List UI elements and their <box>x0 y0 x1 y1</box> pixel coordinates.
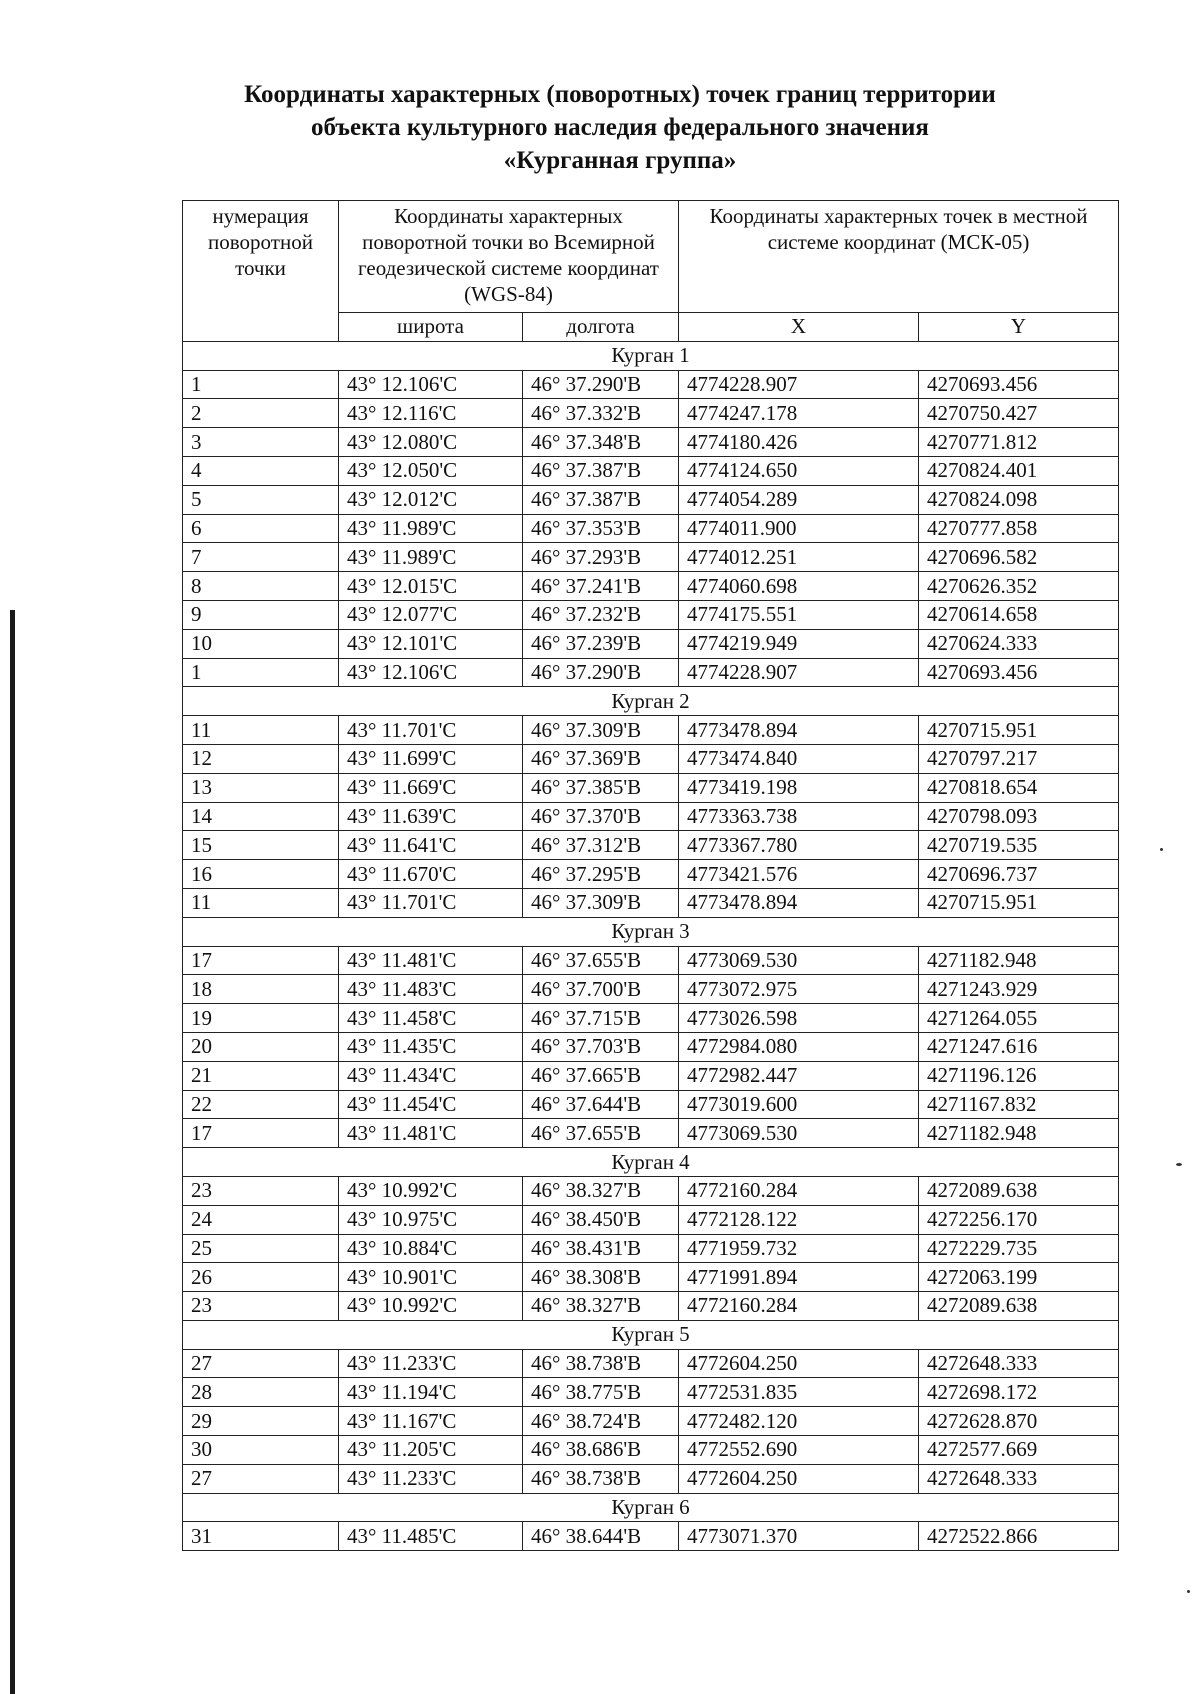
coord-y-cell: 4270824.401 <box>919 456 1119 485</box>
latitude-cell: 43° 11.435'С <box>339 1032 523 1061</box>
scan-edge <box>0 0 22 1694</box>
coord-y-cell: 4270777.858 <box>919 514 1119 543</box>
latitude-cell: 43° 11.701'С <box>339 716 523 745</box>
coord-y-cell: 4272522.866 <box>919 1522 1119 1551</box>
coord-y-cell: 4271167.832 <box>919 1090 1119 1119</box>
point-number-cell: 26 <box>183 1263 339 1292</box>
table-row <box>183 485 1119 514</box>
coord-x-cell: 4772604.250 <box>679 1349 919 1378</box>
latitude-cell: 43° 11.205'С <box>339 1436 523 1465</box>
longitude-cell: 46° 37.353'В <box>523 514 679 543</box>
table-row <box>183 370 1119 399</box>
longitude-cell: 46° 37.290'В <box>523 658 679 687</box>
table-row <box>183 600 1119 629</box>
coord-y-cell: 4270719.535 <box>919 831 1119 860</box>
coord-x-cell: 4773421.576 <box>679 860 919 889</box>
latitude-cell: 43° 11.989'С <box>339 543 523 572</box>
group-name: Курган 1 <box>183 341 1119 370</box>
coord-x-cell: 4772531.835 <box>679 1378 919 1407</box>
header-x: X <box>679 313 919 342</box>
table-row <box>183 399 1119 428</box>
table-body <box>183 341 1119 1550</box>
point-number-cell: 21 <box>183 1061 339 1090</box>
longitude-cell: 46° 38.738'В <box>523 1349 679 1378</box>
coord-y-cell: 4272698.172 <box>919 1378 1119 1407</box>
coord-y-cell: 4271264.055 <box>919 1004 1119 1033</box>
document-title <box>180 78 1060 177</box>
table-row <box>183 1119 1119 1148</box>
table-row <box>183 543 1119 572</box>
point-number-cell: 20 <box>183 1032 339 1061</box>
longitude-cell: 46° 38.327'В <box>523 1292 679 1321</box>
point-number-cell: 28 <box>183 1378 339 1407</box>
latitude-cell: 43° 12.106'С <box>339 658 523 687</box>
point-number-cell: 23 <box>183 1176 339 1205</box>
point-number-cell: 24 <box>183 1205 339 1234</box>
coord-x-cell: 4773478.894 <box>679 888 919 917</box>
longitude-cell: 46° 37.348'В <box>523 428 679 457</box>
latitude-cell: 43° 12.077'С <box>339 600 523 629</box>
latitude-cell: 43° 11.194'С <box>339 1378 523 1407</box>
coord-y-cell: 4272089.638 <box>919 1292 1119 1321</box>
longitude-cell: 46° 37.644'В <box>523 1090 679 1119</box>
group-name: Курган 3 <box>183 917 1119 946</box>
coord-y-cell: 4270693.456 <box>919 370 1119 399</box>
table-row <box>183 1349 1119 1378</box>
point-number-cell: 31 <box>183 1522 339 1551</box>
scan-speck <box>1176 1163 1182 1166</box>
point-number-cell: 17 <box>183 946 339 975</box>
longitude-cell: 46° 38.450'В <box>523 1205 679 1234</box>
table-row <box>183 1032 1119 1061</box>
latitude-cell: 43° 10.992'С <box>339 1292 523 1321</box>
latitude-cell: 43° 12.106'С <box>339 370 523 399</box>
group-name: Курган 5 <box>183 1320 1119 1349</box>
coord-x-cell: 4773363.738 <box>679 802 919 831</box>
coord-y-cell: 4270715.951 <box>919 716 1119 745</box>
latitude-cell: 43° 11.454'С <box>339 1090 523 1119</box>
table-row <box>183 888 1119 917</box>
latitude-cell: 43° 10.975'С <box>339 1205 523 1234</box>
coord-y-cell: 4270818.654 <box>919 773 1119 802</box>
coord-y-cell: 4270614.658 <box>919 600 1119 629</box>
point-number-cell: 6 <box>183 514 339 543</box>
table-row <box>183 1436 1119 1465</box>
coord-x-cell: 4774228.907 <box>679 658 919 687</box>
point-number-cell: 17 <box>183 1119 339 1148</box>
longitude-cell: 46° 37.387'В <box>523 485 679 514</box>
table-row <box>183 744 1119 773</box>
coord-y-cell: 4271247.616 <box>919 1032 1119 1061</box>
latitude-cell: 43° 11.701'С <box>339 888 523 917</box>
group-name: Курган 2 <box>183 687 1119 716</box>
coord-y-cell: 4272229.735 <box>919 1234 1119 1263</box>
point-number-cell: 12 <box>183 744 339 773</box>
table-row <box>183 1090 1119 1119</box>
point-number-cell: 23 <box>183 1292 339 1321</box>
coord-x-cell: 4772482.120 <box>679 1407 919 1436</box>
latitude-cell: 43° 11.233'С <box>339 1349 523 1378</box>
table-row <box>183 1522 1119 1551</box>
latitude-cell: 43° 11.233'С <box>339 1464 523 1493</box>
coord-x-cell: 4773069.530 <box>679 1119 919 1148</box>
latitude-cell: 43° 11.167'С <box>339 1407 523 1436</box>
longitude-cell: 46° 37.239'В <box>523 629 679 658</box>
latitude-cell: 43° 11.458'С <box>339 1004 523 1033</box>
longitude-cell: 46° 38.686'В <box>523 1436 679 1465</box>
latitude-cell: 43° 12.080'С <box>339 428 523 457</box>
coord-y-cell: 4272648.333 <box>919 1464 1119 1493</box>
longitude-cell: 46° 37.703'В <box>523 1032 679 1061</box>
group-name: Курган 6 <box>183 1493 1119 1522</box>
coord-x-cell: 4772160.284 <box>679 1176 919 1205</box>
longitude-cell: 46° 37.370'В <box>523 802 679 831</box>
point-number-cell: 9 <box>183 600 339 629</box>
coord-y-cell: 4270798.093 <box>919 802 1119 831</box>
point-number-cell: 10 <box>183 629 339 658</box>
coord-y-cell: 4272577.669 <box>919 1436 1119 1465</box>
table-row <box>183 1464 1119 1493</box>
scan-speck <box>1160 848 1163 851</box>
table-row <box>183 1263 1119 1292</box>
latitude-cell: 43° 11.989'С <box>339 514 523 543</box>
header-msk05: Координаты характерных точек в местной системе координат (МСК-05) <box>679 201 1119 313</box>
table-row <box>183 1407 1119 1436</box>
coord-x-cell: 4772604.250 <box>679 1464 919 1493</box>
longitude-cell: 46° 38.327'В <box>523 1176 679 1205</box>
table-row <box>183 428 1119 457</box>
point-number-cell: 11 <box>183 888 339 917</box>
coord-y-cell: 4272648.333 <box>919 1349 1119 1378</box>
table-row <box>183 860 1119 889</box>
table-row <box>183 1004 1119 1033</box>
coord-y-cell: 4272628.870 <box>919 1407 1119 1436</box>
latitude-cell: 43° 11.641'С <box>339 831 523 860</box>
coord-y-cell: 4270824.098 <box>919 485 1119 514</box>
coord-y-cell: 4271196.126 <box>919 1061 1119 1090</box>
coord-x-cell: 4773072.975 <box>679 975 919 1004</box>
coord-y-cell: 4271182.948 <box>919 946 1119 975</box>
coord-x-cell: 4772552.690 <box>679 1436 919 1465</box>
coord-x-cell: 4774247.178 <box>679 399 919 428</box>
coord-x-cell: 4771991.894 <box>679 1263 919 1292</box>
point-number-cell: 19 <box>183 1004 339 1033</box>
point-number-cell: 27 <box>183 1349 339 1378</box>
latitude-cell: 43° 10.884'С <box>339 1234 523 1263</box>
title-line-2: объекта культурного наследия федерального значения <box>311 114 929 141</box>
coord-y-cell: 4272063.199 <box>919 1263 1119 1292</box>
coord-x-cell: 4772160.284 <box>679 1292 919 1321</box>
coord-y-cell: 4270626.352 <box>919 572 1119 601</box>
coord-x-cell: 4773071.370 <box>679 1522 919 1551</box>
longitude-cell: 46° 37.700'В <box>523 975 679 1004</box>
longitude-cell: 46° 38.644'В <box>523 1522 679 1551</box>
coord-y-cell: 4270750.427 <box>919 399 1119 428</box>
point-number-cell: 22 <box>183 1090 339 1119</box>
longitude-cell: 46° 38.431'В <box>523 1234 679 1263</box>
latitude-cell: 43° 12.116'С <box>339 399 523 428</box>
coord-x-cell: 4773474.840 <box>679 744 919 773</box>
coord-y-cell: 4270696.737 <box>919 860 1119 889</box>
point-number-cell: 13 <box>183 773 339 802</box>
coordinates-table <box>182 200 1119 1551</box>
group-row <box>183 1320 1119 1349</box>
coord-x-cell: 4774219.949 <box>679 629 919 658</box>
coord-y-cell: 4270771.812 <box>919 428 1119 457</box>
coord-x-cell: 4774124.650 <box>679 456 919 485</box>
header-latitude: широта <box>339 313 523 342</box>
latitude-cell: 43° 11.434'С <box>339 1061 523 1090</box>
longitude-cell: 46° 37.290'В <box>523 370 679 399</box>
point-number-cell: 11 <box>183 716 339 745</box>
table-row <box>183 572 1119 601</box>
table-row <box>183 1292 1119 1321</box>
longitude-cell: 46° 37.295'В <box>523 860 679 889</box>
point-number-cell: 1 <box>183 658 339 687</box>
coord-x-cell: 4772128.122 <box>679 1205 919 1234</box>
longitude-cell: 46° 38.738'В <box>523 1464 679 1493</box>
coord-y-cell: 4272089.638 <box>919 1176 1119 1205</box>
table-row <box>183 456 1119 485</box>
latitude-cell: 43° 12.050'С <box>339 456 523 485</box>
coord-x-cell: 4773419.198 <box>679 773 919 802</box>
table-row <box>183 1378 1119 1407</box>
table-row <box>183 716 1119 745</box>
coord-x-cell: 4774060.698 <box>679 572 919 601</box>
point-number-cell: 7 <box>183 543 339 572</box>
coord-y-cell: 4272256.170 <box>919 1205 1119 1234</box>
longitude-cell: 46° 37.241'В <box>523 572 679 601</box>
header-y: Y <box>919 313 1119 342</box>
point-number-cell: 1 <box>183 370 339 399</box>
coord-y-cell: 4270624.333 <box>919 629 1119 658</box>
coord-y-cell: 4270696.582 <box>919 543 1119 572</box>
coord-y-cell: 4270797.217 <box>919 744 1119 773</box>
latitude-cell: 43° 10.992'С <box>339 1176 523 1205</box>
table-row <box>183 1234 1119 1263</box>
group-name: Курган 4 <box>183 1148 1119 1177</box>
coord-x-cell: 4773478.894 <box>679 716 919 745</box>
table-row <box>183 773 1119 802</box>
point-number-cell: 14 <box>183 802 339 831</box>
group-row <box>183 1493 1119 1522</box>
latitude-cell: 43° 12.101'С <box>339 629 523 658</box>
coord-x-cell: 4774054.289 <box>679 485 919 514</box>
coord-x-cell: 4773026.598 <box>679 1004 919 1033</box>
longitude-cell: 46° 37.332'В <box>523 399 679 428</box>
longitude-cell: 46° 37.387'В <box>523 456 679 485</box>
latitude-cell: 43° 12.015'С <box>339 572 523 601</box>
longitude-cell: 46° 37.655'В <box>523 1119 679 1148</box>
header-longitude: долгота <box>523 313 679 342</box>
coord-y-cell: 4270693.456 <box>919 658 1119 687</box>
point-number-cell: 5 <box>183 485 339 514</box>
table-row <box>183 514 1119 543</box>
table-row <box>183 975 1119 1004</box>
longitude-cell: 46° 37.293'В <box>523 543 679 572</box>
title-line-1: Координаты характерных (поворотных) точек границ территории <box>244 81 996 108</box>
latitude-cell: 43° 11.670'С <box>339 860 523 889</box>
latitude-cell: 43° 11.481'С <box>339 1119 523 1148</box>
table-row <box>183 1061 1119 1090</box>
group-row <box>183 917 1119 946</box>
point-number-cell: 8 <box>183 572 339 601</box>
longitude-cell: 46° 37.655'В <box>523 946 679 975</box>
latitude-cell: 43° 11.485'С <box>339 1522 523 1551</box>
point-number-cell: 15 <box>183 831 339 860</box>
latitude-cell: 43° 10.901'С <box>339 1263 523 1292</box>
scan-speck <box>1187 1590 1190 1593</box>
coord-x-cell: 4771959.732 <box>679 1234 919 1263</box>
point-number-cell: 4 <box>183 456 339 485</box>
point-number-cell: 3 <box>183 428 339 457</box>
table-row <box>183 658 1119 687</box>
coord-x-cell: 4772984.080 <box>679 1032 919 1061</box>
group-row <box>183 687 1119 716</box>
longitude-cell: 46° 37.309'В <box>523 888 679 917</box>
longitude-cell: 46° 37.715'В <box>523 1004 679 1033</box>
longitude-cell: 46° 38.724'В <box>523 1407 679 1436</box>
coord-x-cell: 4773069.530 <box>679 946 919 975</box>
group-row <box>183 341 1119 370</box>
coord-x-cell: 4772982.447 <box>679 1061 919 1090</box>
coord-y-cell: 4270715.951 <box>919 888 1119 917</box>
table-row <box>183 946 1119 975</box>
latitude-cell: 43° 12.012'С <box>339 485 523 514</box>
coord-x-cell: 4774012.251 <box>679 543 919 572</box>
latitude-cell: 43° 11.699'С <box>339 744 523 773</box>
longitude-cell: 46° 37.369'В <box>523 744 679 773</box>
longitude-cell: 46° 37.385'В <box>523 773 679 802</box>
table-row <box>183 802 1119 831</box>
point-number-cell: 29 <box>183 1407 339 1436</box>
title-line-3: «Курганная группа» <box>503 147 737 174</box>
coord-x-cell: 4774228.907 <box>679 370 919 399</box>
point-number-cell: 2 <box>183 399 339 428</box>
longitude-cell: 46° 37.312'В <box>523 831 679 860</box>
longitude-cell: 46° 38.775'В <box>523 1378 679 1407</box>
table-row <box>183 831 1119 860</box>
header-point-number: нумерация поворотной точки <box>183 201 339 342</box>
latitude-cell: 43° 11.639'С <box>339 802 523 831</box>
latitude-cell: 43° 11.483'С <box>339 975 523 1004</box>
latitude-cell: 43° 11.669'С <box>339 773 523 802</box>
header-wgs84: Координаты характерных поворотной точки во Всемирной геодезической системе координат (WGS-84) <box>339 201 679 313</box>
point-number-cell: 27 <box>183 1464 339 1493</box>
point-number-cell: 25 <box>183 1234 339 1263</box>
longitude-cell: 46° 38.308'В <box>523 1263 679 1292</box>
latitude-cell: 43° 11.481'С <box>339 946 523 975</box>
coord-y-cell: 4271243.929 <box>919 975 1119 1004</box>
point-number-cell: 16 <box>183 860 339 889</box>
coord-x-cell: 4774011.900 <box>679 514 919 543</box>
table-row <box>183 1205 1119 1234</box>
point-number-cell: 30 <box>183 1436 339 1465</box>
coord-y-cell: 4271182.948 <box>919 1119 1119 1148</box>
longitude-cell: 46° 37.665'В <box>523 1061 679 1090</box>
longitude-cell: 46° 37.232'В <box>523 600 679 629</box>
group-row <box>183 1148 1119 1177</box>
coord-x-cell: 4773019.600 <box>679 1090 919 1119</box>
table-row <box>183 1176 1119 1205</box>
coord-x-cell: 4773367.780 <box>679 831 919 860</box>
point-number-cell: 18 <box>183 975 339 1004</box>
longitude-cell: 46° 37.309'В <box>523 716 679 745</box>
table-row <box>183 629 1119 658</box>
coord-x-cell: 4774180.426 <box>679 428 919 457</box>
coord-x-cell: 4774175.551 <box>679 600 919 629</box>
